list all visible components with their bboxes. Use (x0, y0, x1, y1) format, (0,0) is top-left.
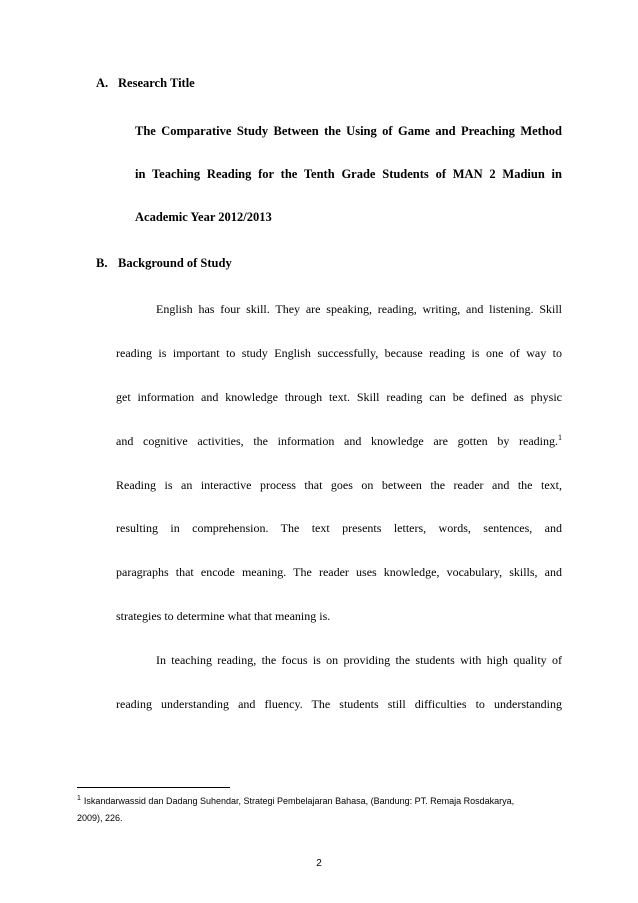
section-b-title: Background of Study (118, 256, 232, 270)
paragraph-1-line-4 (116, 434, 562, 449)
paragraph-2-line-2: reading understanding and fluency. The students still difficulties to understanding (116, 697, 562, 711)
paragraph-1-line-2: reading is important to study English successfully, because reading is one of way to (116, 346, 562, 360)
research-title-line-3: Academic Year 2012/2013 (135, 210, 272, 224)
paragraph-2-line-1: In teaching reading, the focus is on providing the students with high quality of (156, 653, 562, 667)
paragraph-1-line-1: English has four skill. They are speaking, reading, writing, and listening. Skill (156, 302, 562, 316)
page-number: 2 (316, 858, 322, 869)
section-a-heading (96, 76, 195, 91)
footnote-separator (77, 787, 230, 788)
section-a-letter: A. (96, 76, 109, 90)
footnote-line-2: 2009), 226. (77, 813, 123, 823)
paragraph-1-line-6: resulting in comprehension. The text presents letters, words, sentences, and (116, 521, 562, 535)
research-title-line-2: in Teaching Reading for the Tenth Grade Students of MAN 2 Madiun in (135, 167, 562, 181)
footnote-line-1-text: Iskandarwassid dan Dadang Suhendar, Strategi Pembelajaran Bahasa, (Bandung: PT. Remaja Rosdakarya, (83, 796, 515, 806)
paragraph-1-line-5: Reading is an interactive process that goes on between the reader and the text, (116, 478, 562, 492)
paragraph-1-line-4-text: and cognitive activities, the information and knowledge are gotten by reading. (116, 434, 558, 448)
research-title-line-1: The Comparative Study Between the Using of Game and Preaching Method (135, 124, 562, 138)
section-b-heading (96, 256, 232, 271)
footnote-marker: 1 (77, 795, 81, 802)
footnote-line-1 (77, 796, 562, 806)
paragraph-1-line-8: strategies to determine what that meaning is. (116, 609, 331, 623)
footnote-reference: 1 (558, 433, 562, 442)
section-b-letter: B. (96, 256, 108, 270)
section-a-title: Research Title (118, 76, 195, 90)
paragraph-1-line-7: paragraphs that encode meaning. The reader uses knowledge, vocabulary, skills, and (116, 565, 562, 579)
paragraph-1-line-3: get information and knowledge through text. Skill reading can be defined as physic (116, 390, 562, 404)
